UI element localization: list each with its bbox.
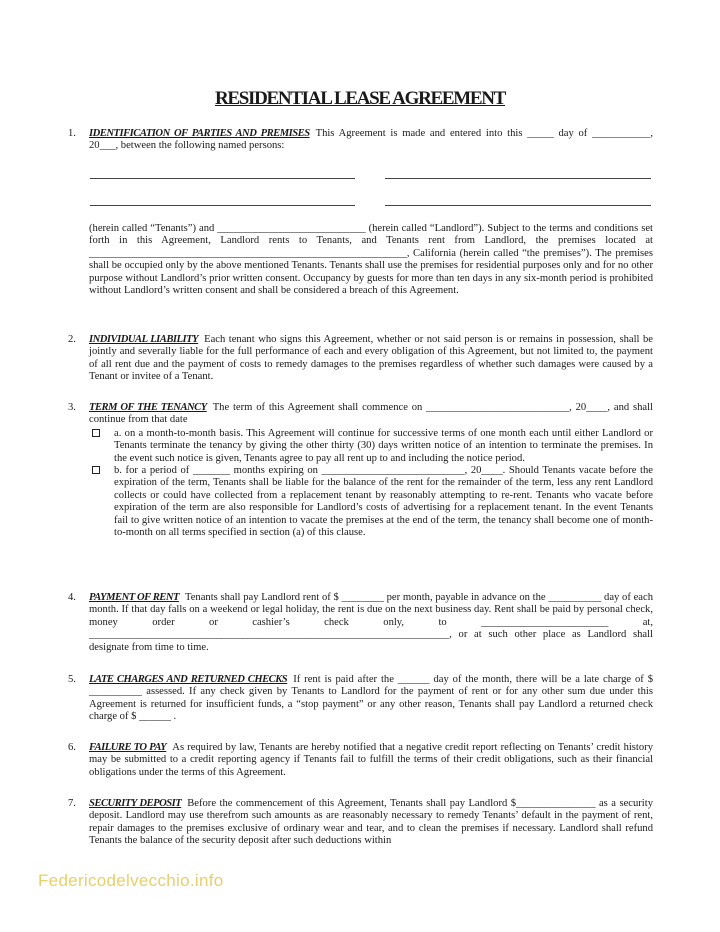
option-text: a. on a month-to-month basis. This Agreement will continue for successive terms of one month each until either Landlord or Tenants terminate the tenancy by giving the other thirty (30) days written notice of an intention to terminate the premises. In the event such notice is given, Tenants agree to pay all rent up to and including the notice period. — [114, 427, 653, 464]
section-number: 6. — [68, 742, 76, 753]
option-text: b. for a period of _______ months expiring on ___________________________, 20____. Should Tenants vacate before the expiration of the term, Tenants shall be liable for the balance of the rent for the remainder of the term, less any rent Landlord collects or could have collected from a replacement tenant by reasonably attempting to re-rent. Tenants who vacate before expiration of the term are also responsible for Landlord’s costs of advertising for a replacement tenant. In the event Tenants fail to give written notice of an intention to vacate the premises at the end of the term, the tenancy shall become one of month-to-month on all terms specified in section (a) of this clause. — [114, 465, 653, 539]
document-title: RESIDENTIAL LEASE AGREEMENT — [214, 88, 506, 109]
checkbox-month-to-month[interactable] — [92, 429, 100, 437]
watermark: Federicodelvecchio.info — [38, 871, 224, 890]
section-heading: FAILURE TO PAY — [89, 742, 167, 753]
section-late-charges — [68, 674, 653, 724]
section-security-deposit — [68, 798, 653, 848]
signature-line-tenant-1b[interactable] — [385, 178, 651, 179]
section-failure-to-pay — [68, 742, 653, 779]
section-heading: LATE CHARGES AND RETURNED CHECKS — [89, 674, 288, 685]
section-text: Each tenant who signs this Agreement, whether or not said person is or remains in possession, shall be jointly and severally liable for the full performance of each and every obligation of this Agreement, but not limited to, the payment of all rent due and the payment of costs to remedy damages to the premises regardless of whether such damages were caused by a Tenant or invitee of a Tenant. — [89, 334, 653, 383]
signature-line-tenant-1a[interactable] — [90, 178, 355, 179]
section-text: This Agreement is made and entered into this _____ day of ___________, 20___, between the following named persons: — [89, 128, 653, 152]
section-number: 2. — [68, 334, 76, 345]
term-option-fixed-period — [114, 465, 653, 539]
section-individual-liability — [68, 334, 653, 384]
section-heading: IDENTIFICATION OF PARTIES AND PREMISES — [89, 128, 310, 139]
section-heading: TERM OF THE TENANCY — [89, 402, 207, 413]
section-heading: INDIVIDUAL LIABILITY — [89, 334, 199, 345]
section-number: 4. — [68, 592, 76, 603]
section-text: As required by law, Tenants are hereby notified that a negative credit report reflecting on Tenants’ credit history may be submitted to a credit reporting agency if Tenants fail to fulfill the terms of their credit obligations, such as their financial obligations under the terms of this Agreement. — [89, 742, 653, 778]
section-text: (herein called “Tenants”) and ____________________________ (herein called “Landlord”). Subject to the terms and conditions set forth in this Agreement, Landlord rents to Tenants, and Tenants rent from Landlord, the premises located at ____________________________________________________________, California (herein called “the premises”). The premises shall be occupied only by the above mentioned Tenants. Tenants shall use the premises for residential purposes only and for no other purpose without Landlord’s prior written consent. Occupancy by guests for more than ten days in any six-month period is prohibited without Landlord’s written consent and shall be considered a breach of this Agreement. — [89, 223, 653, 297]
section-identification — [68, 128, 653, 153]
term-option-month-to-month — [114, 428, 653, 465]
section-number: 1. — [68, 128, 76, 139]
section-text: If rent is paid after the ______ day of the month, there will be a late charge of $ __________ assessed. If any check given by Tenants to Landlord for the payment of rent or for any other sum due under this Agreement is returned for insufficient funds, a “stop payment” or any other reason, Tenants shall pay Landlord a returned check charge of $ ______ . — [89, 674, 653, 723]
section-number: 3. — [68, 402, 76, 413]
section-text: Before the commencement of this Agreement, Tenants shall pay Landlord $_______________ as a security deposit. Landlord may use therefrom such amounts as are reasonably necessary to remedy Tenants’ default in the payment of rent, repair damages to the premises exclusive of ordinary wear and tear, and to clean the premises if necessary. Landlord shall refund Tenants the balance of the security deposit after such deductions within — [89, 798, 653, 847]
section-premises — [68, 223, 653, 297]
section-heading: PAYMENT OF RENT — [89, 592, 179, 603]
signature-line-tenant-2b[interactable] — [385, 205, 651, 206]
signature-line-tenant-2a[interactable] — [90, 205, 355, 206]
section-number: 7. — [68, 798, 76, 809]
section-text: Tenants shall pay Landlord rent of $ ________ per month, payable in advance on the __________ day of each month. If that day falls on a weekend or legal holiday, the rent is due on the next business day. Rent shall be paid by personal check, money order or cashier’s check only, to ________________________ at, ____________________________________________________________________, or at such other place as Landlord shall designate from time to time. — [89, 592, 653, 653]
section-term-of-tenancy — [68, 402, 653, 539]
checkbox-fixed-period[interactable] — [92, 466, 100, 474]
section-payment-of-rent — [68, 592, 653, 654]
section-heading: SECURITY DEPOSIT — [89, 798, 182, 809]
section-text: The term of this Agreement shall commence on ___________________________, 20____, and shall continue from that date — [89, 402, 653, 426]
section-number: 5. — [68, 674, 76, 685]
